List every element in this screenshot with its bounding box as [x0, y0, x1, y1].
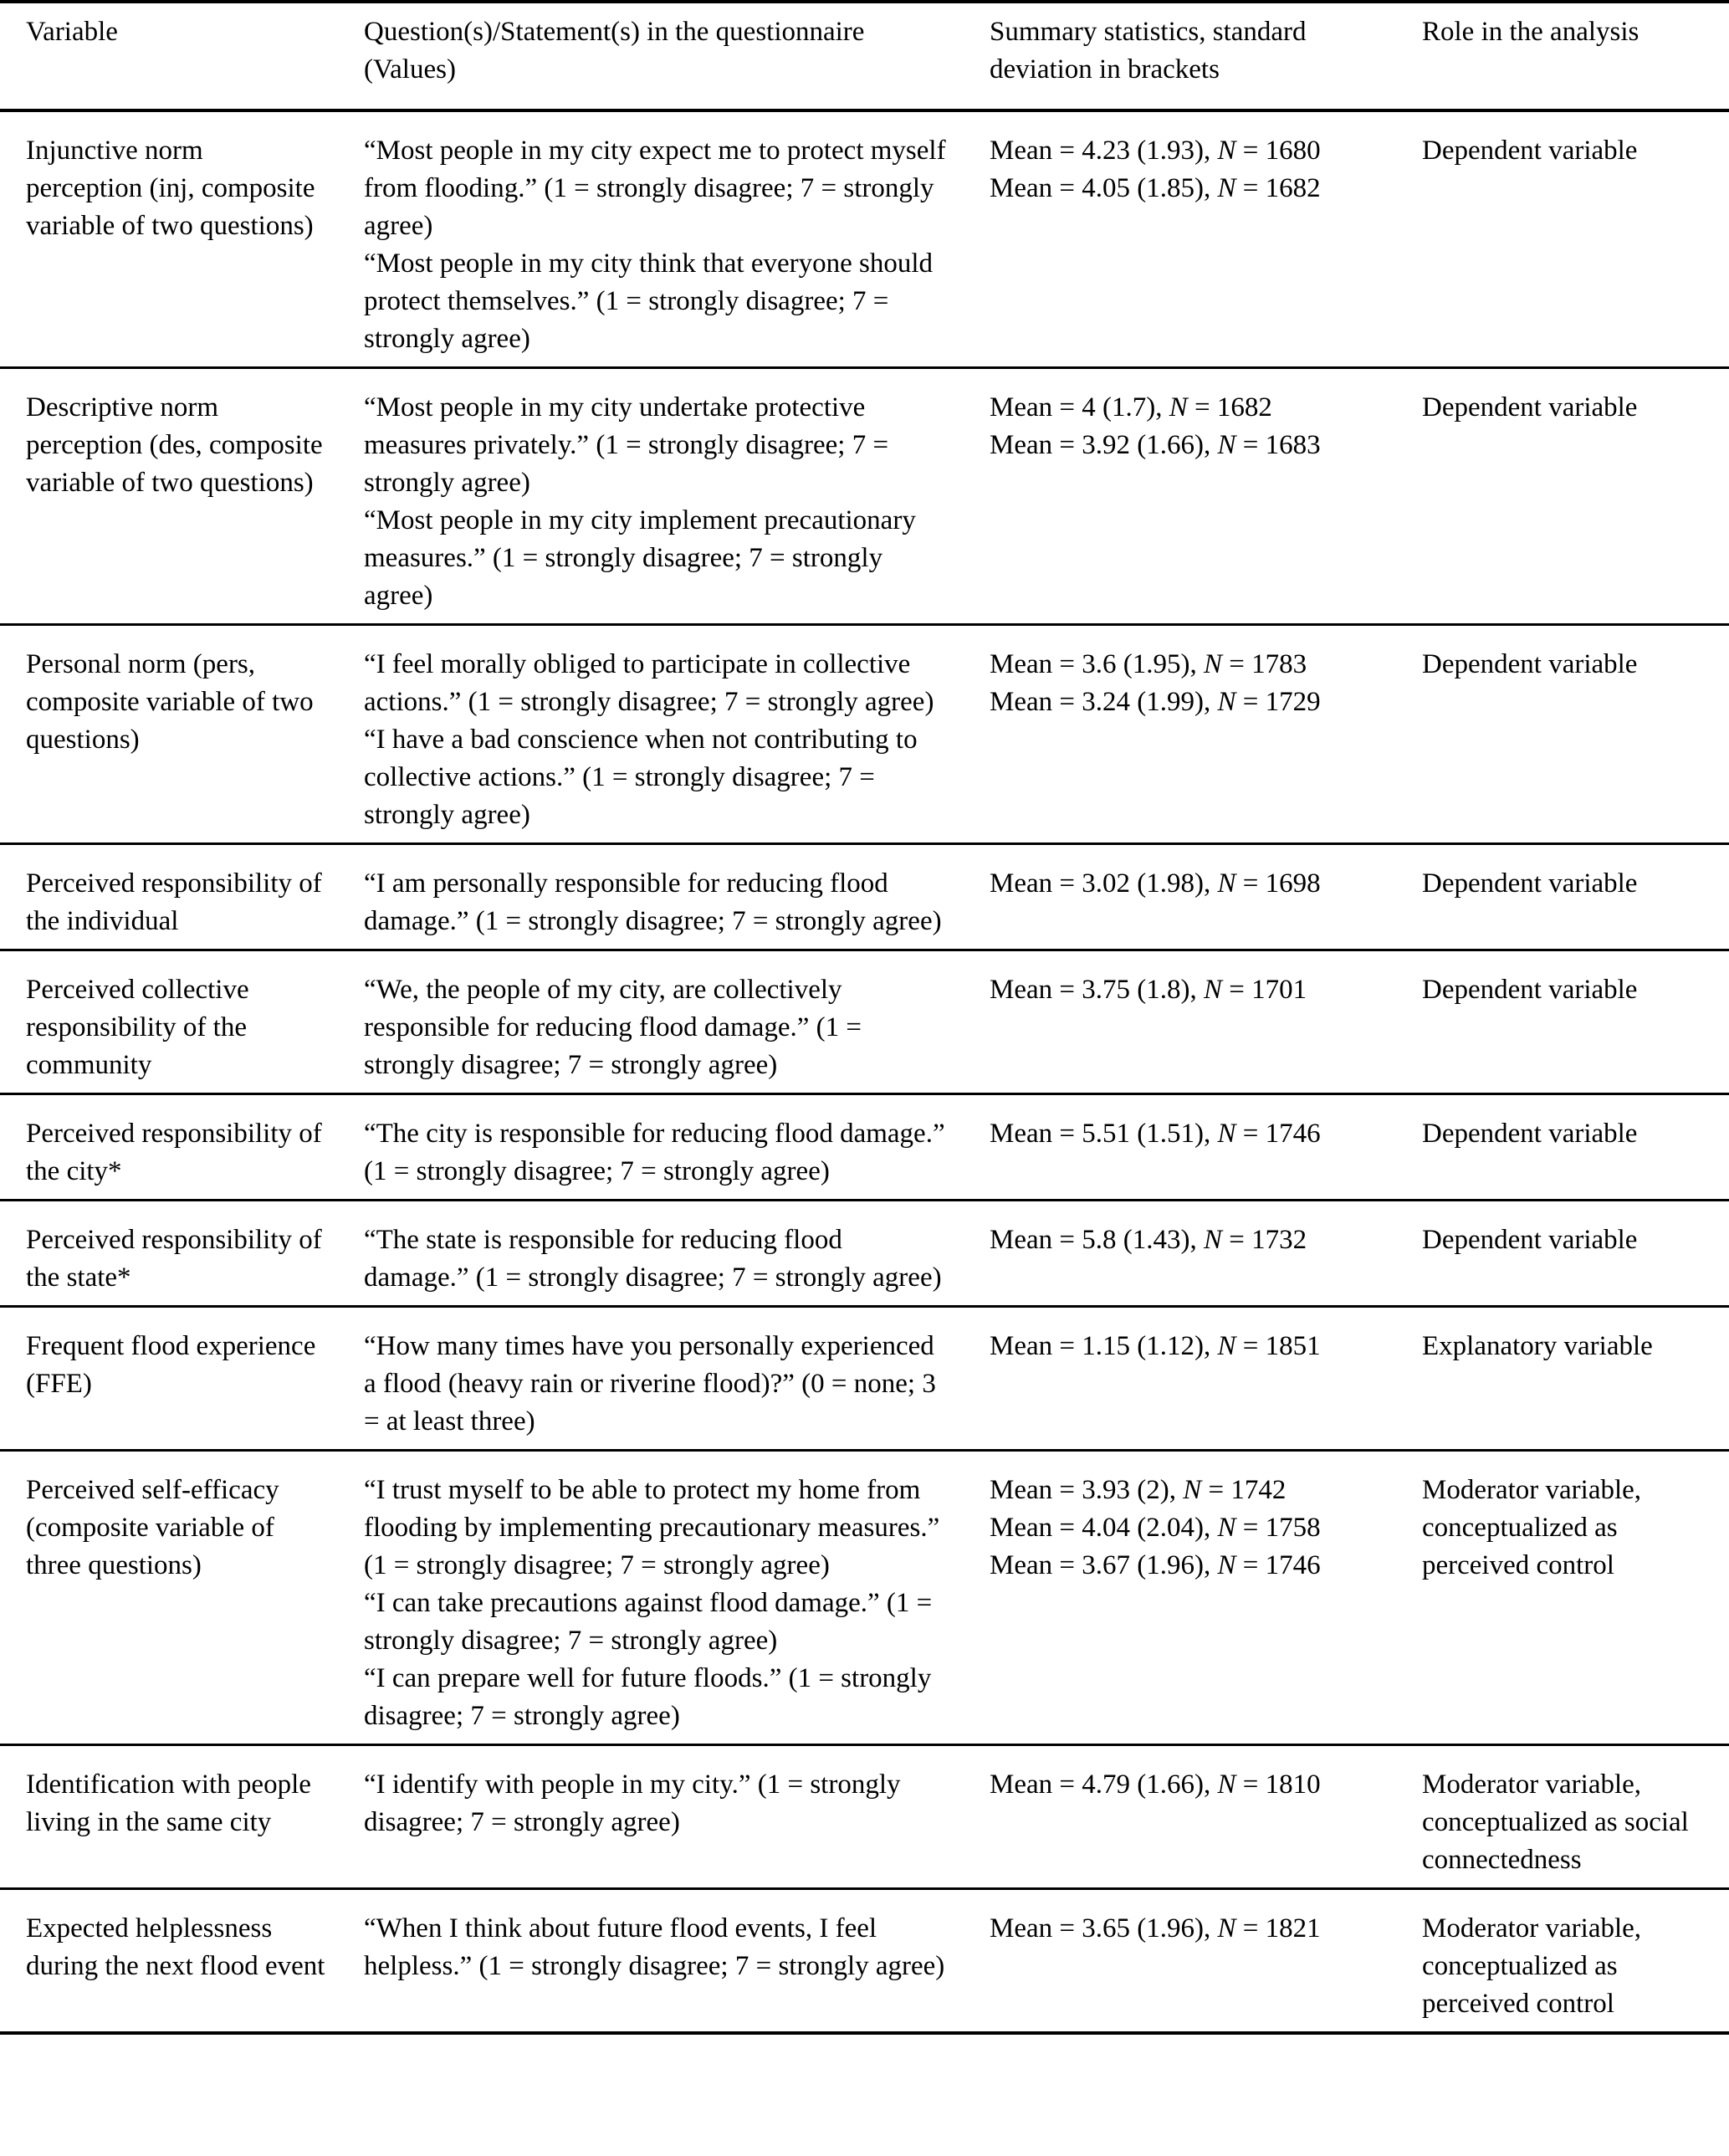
role-cell: Dependent variable [1396, 368, 1729, 625]
table-header [0, 2, 1729, 110]
n-symbol: N [1203, 975, 1222, 1005]
question-text: “We, the people of my city, are collectively responsible for reducing flood damage.” (1 = strongly disagree; 7 = strongly agree) [364, 975, 862, 1080]
variable-cell: Perceived responsibility of the city* [0, 1094, 338, 1201]
question-text: “The city is responsible for reducing flood damage.” (1 = strongly disagree; 7 = strongly agree) [364, 1119, 945, 1186]
questions-cell [338, 1201, 964, 1307]
table-row [0, 1201, 1729, 1307]
n-symbol: N [1217, 1769, 1236, 1800]
variable-cell: Personal norm (pers, composite variable of two questions) [0, 625, 338, 844]
stats-cell [964, 1201, 1396, 1307]
stat-line: Mean = 4.23 (1.93), N = 1680 [990, 136, 1321, 166]
table-body [0, 110, 1729, 2033]
stat-line: Mean = 3.65 (1.96), N = 1821 [990, 1913, 1321, 1943]
table-row [0, 1307, 1729, 1451]
question-text: “Most people in my city expect me to protect myself from flooding.” (1 = strongly disagree; 7 = strongly agree) [364, 136, 946, 241]
questions-cell [338, 844, 964, 950]
n-symbol: N [1183, 1475, 1202, 1505]
n-symbol: N [1217, 1550, 1236, 1580]
variable-cell: Injunctive norm perception (inj, composite variable of two questions) [0, 110, 338, 368]
n-symbol: N [1217, 173, 1236, 203]
question-text: “I identify with people in my city.” (1 = strongly disagree; 7 = strongly agree) [364, 1769, 901, 1837]
stat-line: Mean = 3.75 (1.8), N = 1701 [990, 975, 1307, 1005]
questions-cell [338, 1889, 964, 2034]
questions-cell [338, 950, 964, 1094]
question-text: “I am personally responsible for reducing flood damage.” (1 = strongly disagree; 7 = strongly agree) [364, 868, 942, 936]
stat-line: Mean = 3.24 (1.99), N = 1729 [990, 687, 1321, 717]
stats-cell [964, 368, 1396, 625]
table-row [0, 1451, 1729, 1745]
table-row [0, 368, 1729, 625]
questions-cell [338, 1307, 964, 1451]
stats-cell [964, 1745, 1396, 1889]
questions-cell [338, 368, 964, 625]
stats-cell [964, 625, 1396, 844]
role-cell: Dependent variable [1396, 844, 1729, 950]
table-row [0, 844, 1729, 950]
role-cell: Dependent variable [1396, 110, 1729, 368]
questions-cell [338, 625, 964, 844]
table-row [0, 625, 1729, 844]
n-symbol: N [1203, 649, 1222, 679]
variable-cell: Descriptive norm perception (des, composite variable of two questions) [0, 368, 338, 625]
stat-line: Mean = 4.79 (1.66), N = 1810 [990, 1769, 1321, 1800]
role-cell: Dependent variable [1396, 625, 1729, 844]
col-header-stats: Summary statistics, standard deviation in brackets [964, 2, 1396, 110]
table-row [0, 1889, 1729, 2034]
stat-line: Mean = 5.51 (1.51), N = 1746 [990, 1119, 1321, 1149]
stat-line: Mean = 4.04 (2.04), N = 1758 [990, 1513, 1321, 1543]
stat-line: Mean = 3.6 (1.95), N = 1783 [990, 649, 1307, 679]
question-text: “How many times have you personally experienced a flood (heavy rain or riverine flood)?” (0 = none; 3 = at least three) [364, 1331, 936, 1436]
role-cell: Moderator variable, conceptualized as social connectedness [1396, 1745, 1729, 1889]
stats-cell [964, 950, 1396, 1094]
questions-cell [338, 1745, 964, 1889]
variable-cell: Frequent flood experience (FFE) [0, 1307, 338, 1451]
table-row [0, 1745, 1729, 1889]
n-symbol: N [1217, 1513, 1236, 1543]
n-symbol: N [1217, 430, 1236, 460]
question-text: “I have a bad conscience when not contributing to collective actions.” (1 = strongly disagree; 7 = strongly agree) [364, 725, 918, 830]
questions-cell [338, 1451, 964, 1745]
stat-line: Mean = 4.05 (1.85), N = 1682 [990, 173, 1321, 203]
stats-cell [964, 1094, 1396, 1201]
col-header-variable: Variable [0, 2, 338, 110]
table-row [0, 950, 1729, 1094]
variable-cell: Perceived responsibility of the individual [0, 844, 338, 950]
question-text: “I trust myself to be able to protect my home from flooding by implementing precautionary measures.” (1 = strongly disagree; 7 = strongly agree) [364, 1475, 940, 1580]
stat-line: Mean = 3.92 (1.66), N = 1683 [990, 430, 1321, 460]
role-cell: Moderator variable, conceptualized as perceived control [1396, 1889, 1729, 2034]
variable-cell: Perceived self-efficacy (composite variable of three questions) [0, 1451, 338, 1745]
stat-line: Mean = 1.15 (1.12), N = 1851 [990, 1331, 1321, 1361]
question-text: “I can prepare well for future floods.” (1 = strongly disagree; 7 = strongly agree) [364, 1663, 932, 1731]
stats-cell [964, 1889, 1396, 2034]
n-symbol: N [1217, 1913, 1236, 1943]
stats-cell [964, 844, 1396, 950]
header-row [0, 2, 1729, 110]
n-symbol: N [1217, 1331, 1236, 1361]
stats-cell [964, 1307, 1396, 1451]
role-cell: Dependent variable [1396, 1201, 1729, 1307]
stats-cell [964, 1451, 1396, 1745]
role-cell: Explanatory variable [1396, 1307, 1729, 1451]
variable-cell: Perceived collective responsibility of the community [0, 950, 338, 1094]
n-symbol: N [1169, 392, 1188, 422]
stat-line: Mean = 3.93 (2), N = 1742 [990, 1475, 1287, 1505]
stat-line: Mean = 3.02 (1.98), N = 1698 [990, 868, 1321, 899]
table-row [0, 110, 1729, 368]
question-text: “I feel morally obliged to participate in collective actions.” (1 = strongly disagree; 7 = strongly agree) [364, 649, 934, 717]
question-text: “Most people in my city undertake protective measures privately.” (1 = strongly disagree; 7 = strongly agree) [364, 392, 889, 498]
variable-cell: Identification with people living in the same city [0, 1745, 338, 1889]
questions-cell [338, 110, 964, 368]
variable-cell: Expected helplessness during the next flood event [0, 1889, 338, 2034]
role-cell: Dependent variable [1396, 950, 1729, 1094]
question-text: “I can take precautions against flood damage.” (1 = strongly disagree; 7 = strongly agree) [364, 1588, 933, 1656]
question-text: “Most people in my city think that everyone should protect themselves.” (1 = strongly disagree; 7 = strongly agree) [364, 248, 934, 354]
stat-line: Mean = 3.67 (1.96), N = 1746 [990, 1550, 1321, 1580]
table-row [0, 1094, 1729, 1201]
col-header-role: Role in the analysis [1396, 2, 1729, 110]
question-text: “When I think about future flood events, I feel helpless.” (1 = strongly disagree; 7 = strongly agree) [364, 1913, 945, 1981]
variable-cell: Perceived responsibility of the state* [0, 1201, 338, 1307]
n-symbol: N [1217, 136, 1236, 166]
stat-line: Mean = 5.8 (1.43), N = 1732 [990, 1225, 1307, 1255]
n-symbol: N [1217, 1119, 1236, 1149]
col-header-questions: Question(s)/Statement(s) in the questionnaire (Values) [338, 2, 964, 110]
n-symbol: N [1217, 687, 1236, 717]
role-cell: Dependent variable [1396, 1094, 1729, 1201]
stats-cell [964, 110, 1396, 368]
n-symbol: N [1203, 1225, 1222, 1255]
n-symbol: N [1217, 868, 1236, 899]
question-text: “The state is responsible for reducing flood damage.” (1 = strongly disagree; 7 = strongly agree) [364, 1225, 942, 1293]
role-cell: Moderator variable, conceptualized as perceived control [1396, 1451, 1729, 1745]
questions-cell [338, 1094, 964, 1201]
question-text: “Most people in my city implement precautionary measures.” (1 = strongly disagree; 7 = strongly agree) [364, 505, 916, 611]
stat-line: Mean = 4 (1.7), N = 1682 [990, 392, 1272, 422]
